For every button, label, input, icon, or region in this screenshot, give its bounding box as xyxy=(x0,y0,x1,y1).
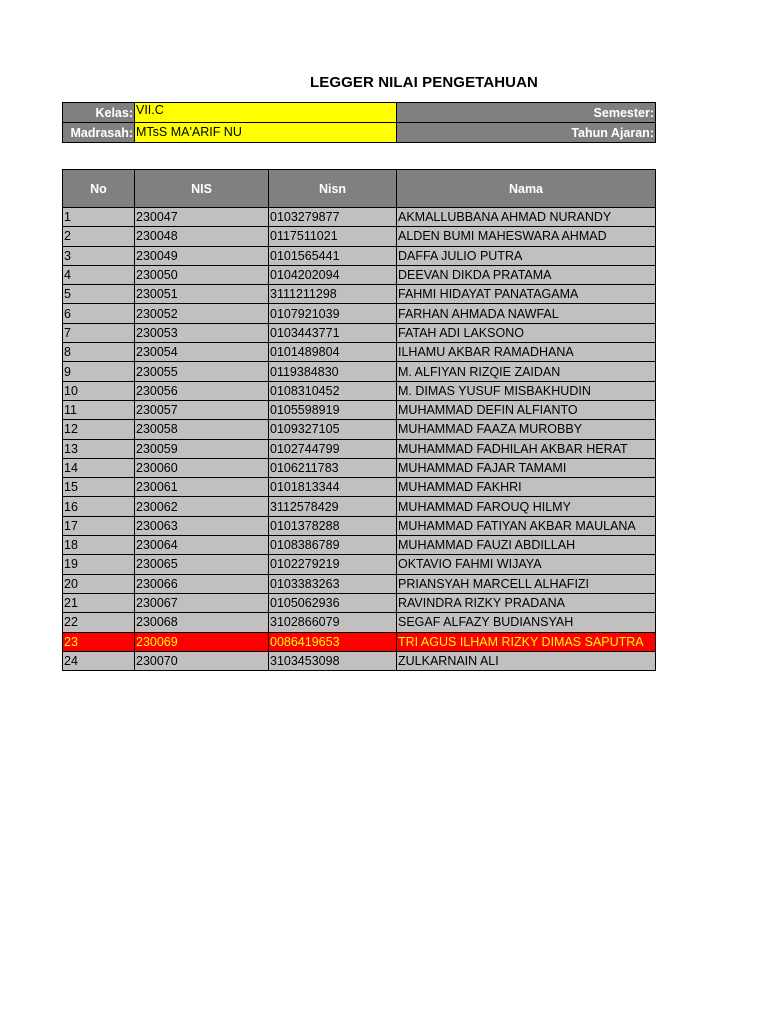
cell-nama[interactable]: MUHAMMAD FADHILAH AKBAR HERAT xyxy=(397,439,656,458)
cell-nama[interactable]: FATAH ADI LAKSONO xyxy=(397,323,656,342)
cell-no[interactable]: 9 xyxy=(63,362,135,381)
cell-nisn[interactable]: 0109327105 xyxy=(269,420,397,439)
cell-nisn[interactable]: 3111211298 xyxy=(269,285,397,304)
cell-nis[interactable]: 230047 xyxy=(135,208,269,227)
cell-nisn[interactable]: 0102279219 xyxy=(269,555,397,574)
cell-no[interactable]: 2 xyxy=(63,227,135,246)
cell-nisn[interactable]: 0105062936 xyxy=(269,593,397,612)
cell-nis[interactable]: 230070 xyxy=(135,651,269,670)
cell-no[interactable]: 1 xyxy=(63,208,135,227)
cell-nisn[interactable]: 0105598919 xyxy=(269,400,397,419)
table-row xyxy=(63,246,656,265)
cell-nis[interactable]: 230056 xyxy=(135,381,269,400)
table-row xyxy=(63,285,656,304)
table-row xyxy=(63,381,656,400)
cell-nama[interactable]: SEGAF ALFAZY BUDIANSYAH xyxy=(397,613,656,632)
cell-nama[interactable]: AKMALLUBBANA AHMAD NURANDY xyxy=(397,208,656,227)
cell-no[interactable]: 19 xyxy=(63,555,135,574)
table-row xyxy=(63,362,656,381)
table-row xyxy=(63,304,656,323)
cell-nis[interactable]: 230053 xyxy=(135,323,269,342)
cell-nisn[interactable]: 3102866079 xyxy=(269,613,397,632)
cell-nisn[interactable]: 0119384830 xyxy=(269,362,397,381)
cell-nis[interactable]: 230049 xyxy=(135,246,269,265)
cell-no[interactable]: 15 xyxy=(63,478,135,497)
cell-nama[interactable]: ZULKARNAIN ALI xyxy=(397,651,656,670)
cell-nisn[interactable]: 0101489804 xyxy=(269,343,397,362)
cell-nis[interactable]: 230048 xyxy=(135,227,269,246)
cell-no[interactable]: 11 xyxy=(63,400,135,419)
info-row-kelas xyxy=(63,103,656,123)
cell-nama[interactable]: MUHAMMAD FAROUQ HILMY xyxy=(397,497,656,516)
cell-nama[interactable]: FAHMI HIDAYAT PANATAGAMA xyxy=(397,285,656,304)
cell-nis[interactable]: 230061 xyxy=(135,478,269,497)
cell-no[interactable]: 13 xyxy=(63,439,135,458)
table-row xyxy=(63,400,656,419)
cell-no[interactable]: 4 xyxy=(63,265,135,284)
cell-nisn[interactable]: 0108386789 xyxy=(269,536,397,555)
table-row xyxy=(63,536,656,555)
cell-nis[interactable]: 230060 xyxy=(135,458,269,477)
cell-nis[interactable]: 230051 xyxy=(135,285,269,304)
table-body xyxy=(63,208,656,671)
cell-nis[interactable]: 230059 xyxy=(135,439,269,458)
table-row xyxy=(63,208,656,227)
madrasah-value-cell[interactable]: MTsS MA'ARIF NU xyxy=(135,123,397,143)
cell-nama[interactable]: MUHAMMAD DEFIN ALFIANTO xyxy=(397,400,656,419)
cell-no[interactable]: 21 xyxy=(63,593,135,612)
cell-no[interactable]: 20 xyxy=(63,574,135,593)
cell-no[interactable]: 23 xyxy=(63,632,135,651)
cell-nama[interactable]: MUHAMMAD FAAZA MUROBBY xyxy=(397,420,656,439)
table-header-row xyxy=(63,170,656,208)
table-row xyxy=(63,555,656,574)
cell-nama[interactable]: MUHAMMAD FAKHRI xyxy=(397,478,656,497)
cell-no[interactable]: 16 xyxy=(63,497,135,516)
cell-nisn[interactable]: 0103443771 xyxy=(269,323,397,342)
cell-no[interactable]: 10 xyxy=(63,381,135,400)
cell-nama[interactable]: FARHAN AHMADA NAWFAL xyxy=(397,304,656,323)
cell-nama[interactable]: OKTAVIO FAHMI WIJAYA xyxy=(397,555,656,574)
cell-nama[interactable]: PRIANSYAH MARCELL ALHAFIZI xyxy=(397,574,656,593)
table-row xyxy=(63,323,656,342)
cell-no[interactable]: 5 xyxy=(63,285,135,304)
cell-nisn[interactable]: 3112578429 xyxy=(269,497,397,516)
info-row-madrasah xyxy=(63,123,656,143)
cell-nisn[interactable]: 0103279877 xyxy=(269,208,397,227)
cell-nisn[interactable]: 0102744799 xyxy=(269,439,397,458)
cell-nama[interactable]: M. DIMAS YUSUF MISBAKHUDIN xyxy=(397,381,656,400)
cell-nisn[interactable]: 0106211783 xyxy=(269,458,397,477)
kelas-value-cell[interactable]: VII.C xyxy=(135,103,397,123)
cell-no[interactable]: 6 xyxy=(63,304,135,323)
cell-nis[interactable]: 230064 xyxy=(135,536,269,555)
cell-nisn[interactable]: 0101378288 xyxy=(269,516,397,535)
table-row xyxy=(63,478,656,497)
cell-nis[interactable]: 230063 xyxy=(135,516,269,535)
table-row xyxy=(63,651,656,670)
cell-nama[interactable]: MUHAMMAD FAJAR TAMAMI xyxy=(397,458,656,477)
cell-no[interactable]: 18 xyxy=(63,536,135,555)
madrasah-label: Madrasah: xyxy=(63,123,135,143)
cell-nis[interactable]: 230068 xyxy=(135,613,269,632)
cell-nisn[interactable]: 0107921039 xyxy=(269,304,397,323)
table-row xyxy=(63,420,656,439)
cell-nis[interactable]: 230057 xyxy=(135,400,269,419)
cell-nama[interactable]: DAFFA JULIO PUTRA xyxy=(397,246,656,265)
cell-nisn[interactable]: 0101813344 xyxy=(269,478,397,497)
column-header-nis: NIS xyxy=(135,170,269,208)
cell-nama[interactable]: M. ALFIYAN RIZQIE ZAIDAN xyxy=(397,362,656,381)
tahun-ajaran-label: Tahun Ajaran: xyxy=(397,123,656,143)
table-row xyxy=(63,593,656,612)
cell-no[interactable]: 7 xyxy=(63,323,135,342)
cell-nama[interactable]: TRI AGUS ILHAM RIZKY DIMAS SAPUTRA xyxy=(397,632,656,651)
semester-label: Semester: xyxy=(397,103,656,123)
cell-nis[interactable]: 230066 xyxy=(135,574,269,593)
table-row xyxy=(63,574,656,593)
cell-nis[interactable]: 230069 xyxy=(135,632,269,651)
cell-nis[interactable]: 230067 xyxy=(135,593,269,612)
table-row xyxy=(63,343,656,362)
info-table xyxy=(62,102,656,143)
column-header-no: No xyxy=(63,170,135,208)
cell-nama[interactable]: DEEVAN DIKDA PRATAMA xyxy=(397,265,656,284)
table-row xyxy=(63,613,656,632)
cell-nisn[interactable]: 0117511021 xyxy=(269,227,397,246)
table-row xyxy=(63,516,656,535)
cell-nis[interactable]: 230058 xyxy=(135,420,269,439)
cell-nama[interactable]: MUHAMMAD FAUZI ABDILLAH xyxy=(397,536,656,555)
cell-nama[interactable]: RAVINDRA RIZKY PRADANA xyxy=(397,593,656,612)
student-table xyxy=(62,169,656,671)
cell-nisn[interactable]: 3103453098 xyxy=(269,651,397,670)
cell-no[interactable]: 24 xyxy=(63,651,135,670)
cell-nis[interactable]: 230062 xyxy=(135,497,269,516)
cell-nis[interactable]: 230055 xyxy=(135,362,269,381)
cell-nis[interactable]: 230052 xyxy=(135,304,269,323)
table-row xyxy=(63,227,656,246)
column-header-nisn: Nisn xyxy=(269,170,397,208)
cell-no[interactable]: 17 xyxy=(63,516,135,535)
cell-nisn[interactable]: 0103383263 xyxy=(269,574,397,593)
cell-no[interactable]: 8 xyxy=(63,343,135,362)
cell-nis[interactable]: 230054 xyxy=(135,343,269,362)
cell-nisn[interactable]: 0086419653 xyxy=(269,632,397,651)
cell-nisn[interactable]: 0104202094 xyxy=(269,265,397,284)
cell-nisn[interactable]: 0101565441 xyxy=(269,246,397,265)
page-title: LEGGER NILAI PENGETAHUAN xyxy=(310,74,538,91)
cell-no[interactable]: 22 xyxy=(63,613,135,632)
cell-no[interactable]: 3 xyxy=(63,246,135,265)
cell-nama[interactable]: MUHAMMAD FATIYAN AKBAR MAULANA xyxy=(397,516,656,535)
cell-no[interactable]: 12 xyxy=(63,420,135,439)
kelas-label: Kelas: xyxy=(63,103,135,123)
cell-nama[interactable]: ALDEN BUMI MAHESWARA AHMAD xyxy=(397,227,656,246)
cell-nis[interactable]: 230050 xyxy=(135,265,269,284)
cell-no[interactable]: 14 xyxy=(63,458,135,477)
table-row xyxy=(63,439,656,458)
cell-nis[interactable]: 230065 xyxy=(135,555,269,574)
cell-nama[interactable]: ILHAMU AKBAR RAMADHANA xyxy=(397,343,656,362)
table-row xyxy=(63,265,656,284)
table-row xyxy=(63,458,656,477)
column-header-nama: Nama xyxy=(397,170,656,208)
table-row xyxy=(63,497,656,516)
cell-nisn[interactable]: 0108310452 xyxy=(269,381,397,400)
table-row xyxy=(63,632,656,651)
